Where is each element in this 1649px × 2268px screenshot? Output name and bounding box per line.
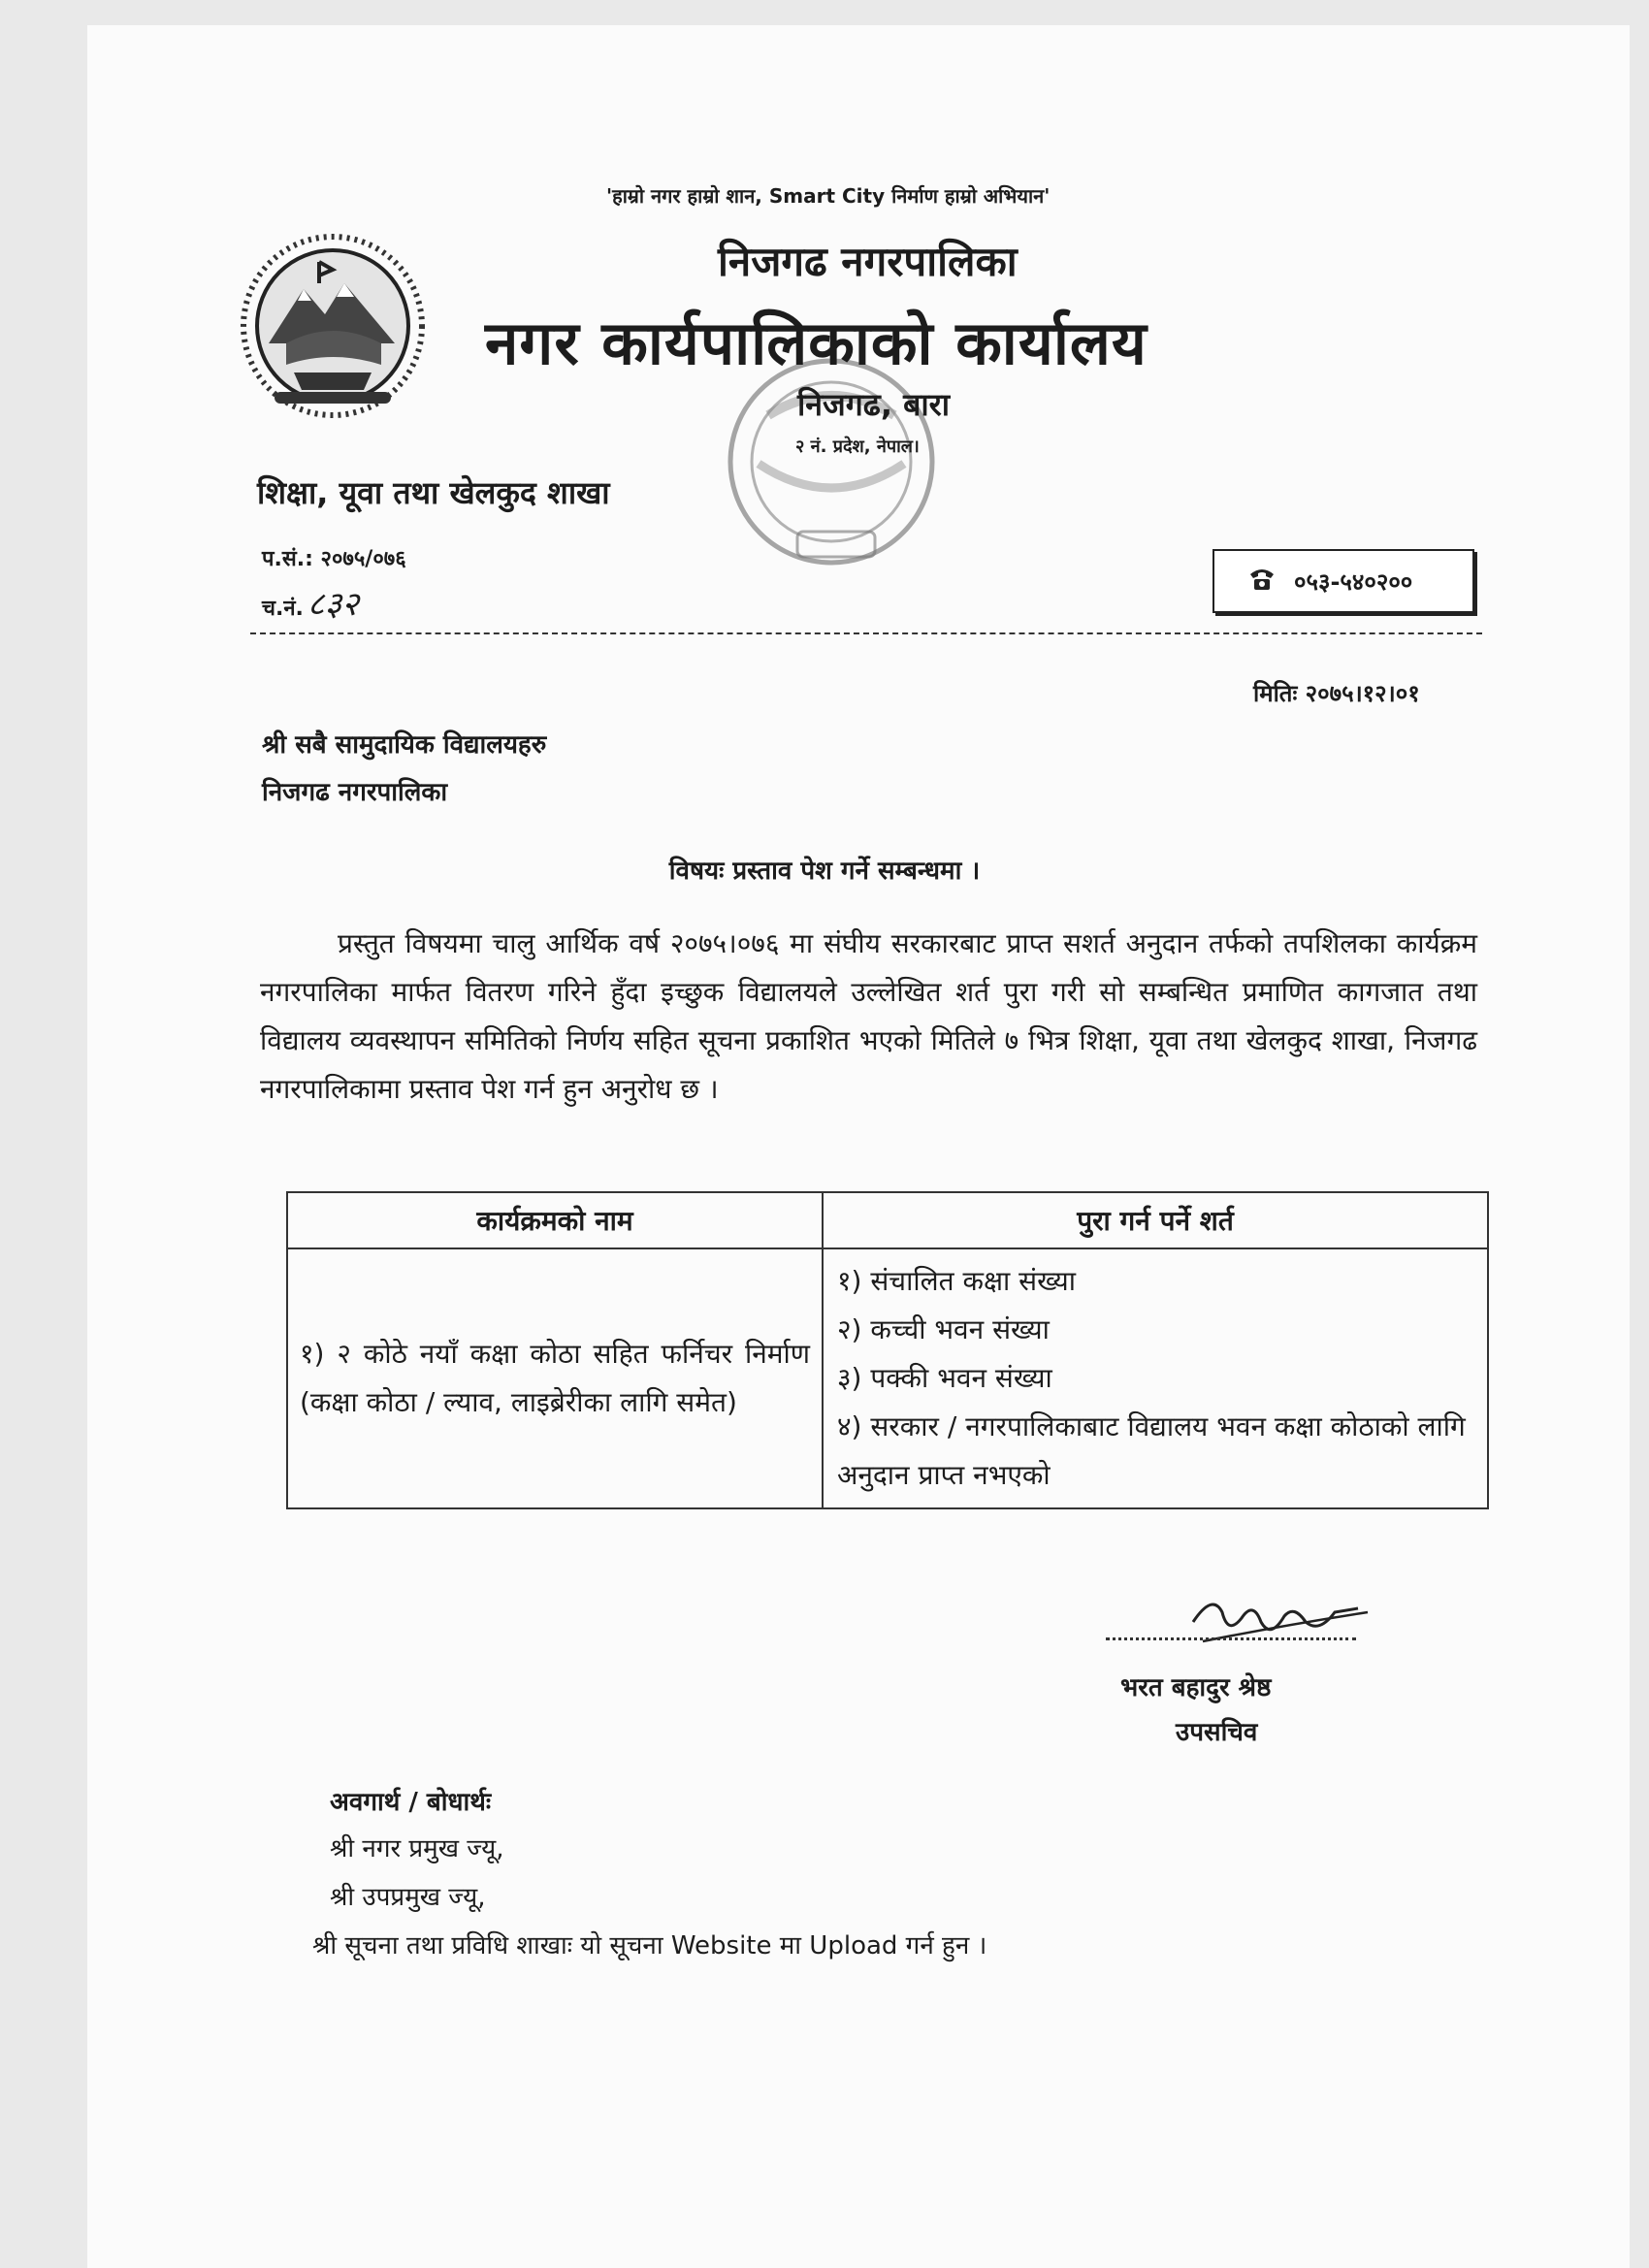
phone-number: ०५३-५४०२००	[1294, 568, 1413, 596]
letter-date: मितिः २०७५।१२।०१	[1253, 680, 1420, 707]
office-stamp	[700, 347, 962, 580]
signer-designation: उपसचिव	[1176, 1718, 1258, 1747]
cc-item: श्री नगर प्रमुख ज्यू,	[330, 1834, 504, 1863]
letter-subject: विषयः प्रस्ताव पेश गर्ने सम्बन्धमा ।	[668, 857, 981, 886]
cc-title: अवगार्थ / बोधार्थः	[330, 1788, 492, 1817]
dispatch-label: च.नं.	[262, 597, 304, 621]
header-divider	[250, 632, 1482, 634]
office-name: नगर कार्यपालिकाको कार्यालय	[485, 308, 1148, 378]
condition-item: २) कच्ची भवन संख्या	[837, 1313, 1050, 1345]
cc-item: श्री सूचना तथा प्रविधि शाखाः यो सूचना Website मा Upload गर्न हुन ।	[312, 1931, 987, 1960]
cc-item: श्री उपप्रमुख ज्यू,	[330, 1883, 486, 1912]
phone-box	[1212, 549, 1474, 613]
table-header-row	[287, 1192, 1488, 1248]
office-address: २ नं. प्रदेश, नेपाल।	[795, 437, 920, 457]
recipient-line-2: निजगढ नगरपालिका	[262, 778, 448, 807]
recipient-line-1: श्री सबै सामुदायिक विद्यालयहरु	[262, 730, 547, 760]
signer-name: भरत बहादुर श्रेष्ठ	[1120, 1673, 1272, 1702]
condition-item: १) संचालित कक्षा संख्या	[837, 1265, 1076, 1297]
table-row	[287, 1248, 1488, 1508]
program-cell: १) २ कोठे नयाँ कक्षा कोठा सहित फर्निचर निर्माण (कक्षा कोठा / ल्याव, लाइब्रेरीका लागि समेत)	[287, 1248, 823, 1508]
branch-name: शिक्षा, यूवा तथा खेलकुद शाखा	[257, 474, 610, 511]
table-header-conditions: पुरा गर्न पर्ने शर्त	[823, 1192, 1488, 1248]
dispatch-number-row	[262, 580, 359, 624]
table-header-program: कार्यक्रमको नाम	[287, 1192, 823, 1248]
condition-item: ४) सरकार / नगरपालिकाबाट विद्यालय भवन कक्षा कोठाको लागि अनुदान प्राप्त नभएको	[837, 1410, 1466, 1491]
office-place: निजगढ, बारा	[797, 386, 951, 423]
motto: 'हाम्रो नगर हाम्रो शान, Smart City निर्माण हाम्रो अभियान'	[606, 184, 1051, 208]
organization-name: निजगढ नगरपालिका	[718, 238, 1018, 285]
letter-body: प्रस्तुत विषयमा चालु आर्थिक वर्ष २०७५।०७६ मा संघीय सरकारबाट प्राप्त सशर्त अनुदान तर्फको तपशिलका कार्यक्रम नगरपालिका मार्फत वितरण गरिने हुँदा इच्छुक विद्यालयले उल्लेखित शर्त पुरा गरी सो सम्बन्धित प्रमाणित कागजात तथा विद्यालय व्यवस्थापन समितिको निर्णय सहित सूचना प्रकाशित भएको मितिले ७ भित्र शिक्षा, यूवा तथा खेलकुद शाखा, निजगढ नगरपालिकामा प्रस्ताव पेश गर्न हुन अनुरोध छ ।	[260, 927, 1477, 1105]
conditions-cell	[823, 1248, 1488, 1508]
telephone-icon	[1247, 565, 1277, 594]
signature-line	[1106, 1637, 1356, 1640]
reference-number: प.सं.: २०७५/०७६	[262, 547, 406, 571]
conditions-table	[286, 1191, 1489, 1509]
dispatch-number: ८३२	[307, 585, 359, 624]
handwritten-signature	[1164, 1583, 1377, 1661]
nepal-emblem-icon	[236, 229, 430, 423]
condition-item: ३) पक्की भवन संख्या	[837, 1362, 1052, 1394]
